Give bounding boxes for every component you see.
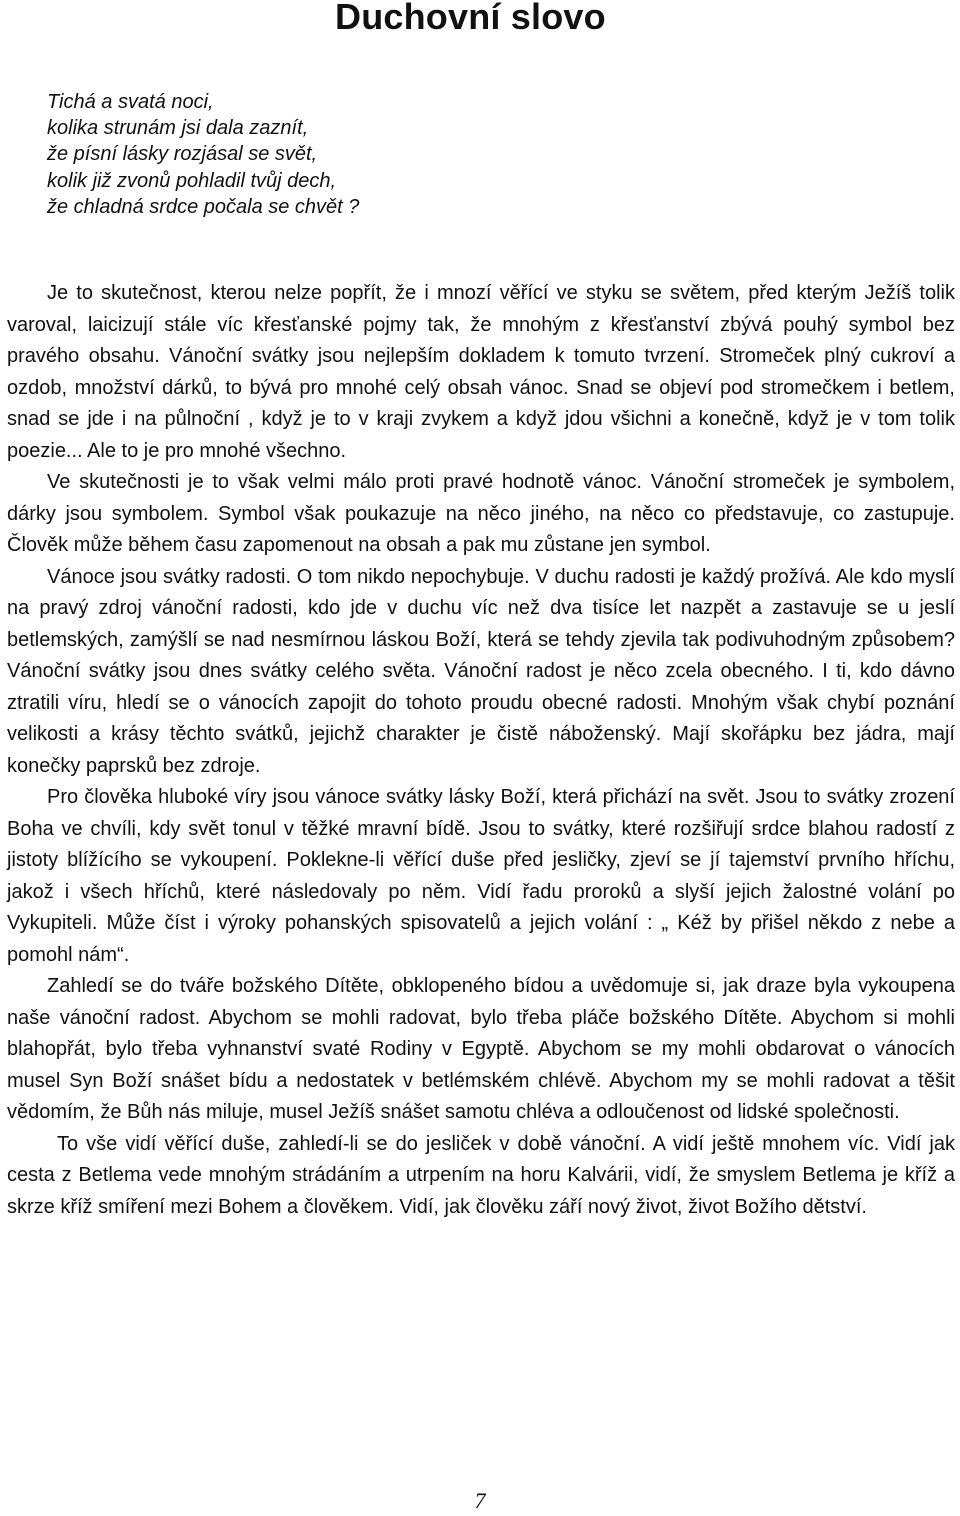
- paragraph: Pro člověka hluboké víry jsou vánoce svátky lásky Boží, která přichází na svět. Jsou to svátky zrození Boha ve chvíli, kdy svět tonul v těžké mravní bídě. Jsou to svátky, které rozšiřují srdce blahou radostí z jistoty blížícího se vykoupení. Poklekne-li věřící duše před jesličky, zjeví se jí tajemství prvního hříchu, jakož i všech hříchů, které následovaly po něm. Vidí řadu proroků a slyší jejich žalostné volání po Vykupiteli. Může číst i výroky pohanských spisovatelů a jejich volání : „ Kéž by přišel někdo z nebe a pomohl nám“.: [7, 786, 955, 966]
- poem-line: kolika strunám jsi dala zaznít,: [47, 117, 309, 140]
- poem-line: kolik již zvonů pohladil tvůj dech,: [47, 169, 337, 192]
- paragraph: Ve skutečnosti je to však velmi málo proti pravé hodnotě vánoc. Vánoční stromeček je symbolem, dárky jsou symbolem. Symbol však poukazuje na něco jiného, na něco co představuje, co zastupuje. Člověk může během času zapomenout na obsah a pak mu zůstane jen symbol.: [7, 471, 955, 556]
- poem-line: Tichá a svatá noci,: [47, 91, 214, 113]
- poem-stanza: [47, 89, 359, 220]
- article-body: [7, 278, 955, 1223]
- paragraph: Zahledí se do tváře božského Dítěte, obklopeného bídou a uvědomuje si, jak draze byla vykoupena naše vánoční radost. Abychom se mohli radovat, bylo třeba pláče božského Dítěte. Abychom si mohli blahopřát, bylo třeba vyhnanství svaté Rodiny v Egyptě. Abychom se my mohli obdarovat o vánocích musel Syn Boží snášet bídu a nedostatek v betlémském chlévě. Abychom my se mohli radovat a těšit vědomím, že Bůh nás miluje, musel Ježíš snášet samotu chléva a odloučenost od lidské společnosti.: [7, 975, 955, 1123]
- poem-line: že chladná srdce počala se chvět ?: [47, 195, 360, 218]
- paragraph: Je to skutečnost, kterou nelze popřít, že i mnozí věřící ve styku se světem, před kterým Ježíš tolik varoval, laicizují stále víc křesťanské pojmy tak, že mnohým z křesťanství zbývá pouhý symbol bez pravého obsahu. Vánoční svátky jsou nejlepším dokladem k tomuto tvrzení. Stromeček plný cukroví a ozdob, množství dárků, to bývá pro mnohé celý obsah vánoc. Snad se objeví pod stromečkem i betlem, snad se jde i na půlnoční , když je to v kraji zvykem a když jdou všichni a konečně, když je v tom tolik poezie... Ale to je pro mnohé všechno.: [7, 282, 955, 462]
- paragraph: To vše vidí věřící duše, zahledí-li se do jesliček v době vánoční. A vidí ještě mnohem víc. Vidí jak cesta z Betlema vede mnohým strádáním a utrpením na horu Kalvárii, vidí, že smyslem Betlema je kříž a skrze kříž smíření mezi Bohem a člověkem. Vidí, jak člověku září nový život, život Božího dětství.: [7, 1132, 955, 1218]
- paragraph: Vánoce jsou svátky radosti. O tom nikdo nepochybuje. V duchu radosti je každý prožívá. Ale kdo myslí na pravý zdroj vánoční radosti, kdo jde v duchu víc než dva tisíce let nazpět a zastavuje se u jeslí betlemských, zamýšlí se nad nesmírnou láskou Boží, která se tehdy zjevila tak podivuhodným způsobem? Vánoční svátky jsou dnes svátky celého světa. Vánoční radost je něco zcela obecného. I ti, kdo dávno ztratili víru, hledí se o vánocích zapojit do tohoto proudu obecné radosti. Mnohým však chybí poznání velikosti a krásy těchto svátků, jejichž charakter je čistě náboženský. Mají skořápku bez jádra, mají konečky paprsků bez zdroje.: [7, 565, 955, 777]
- poem-line: že písní lásky rozjásal se svět,: [47, 143, 318, 166]
- page-number: 7: [474, 1488, 486, 1513]
- page-title: Duchovní slovo: [335, 0, 606, 37]
